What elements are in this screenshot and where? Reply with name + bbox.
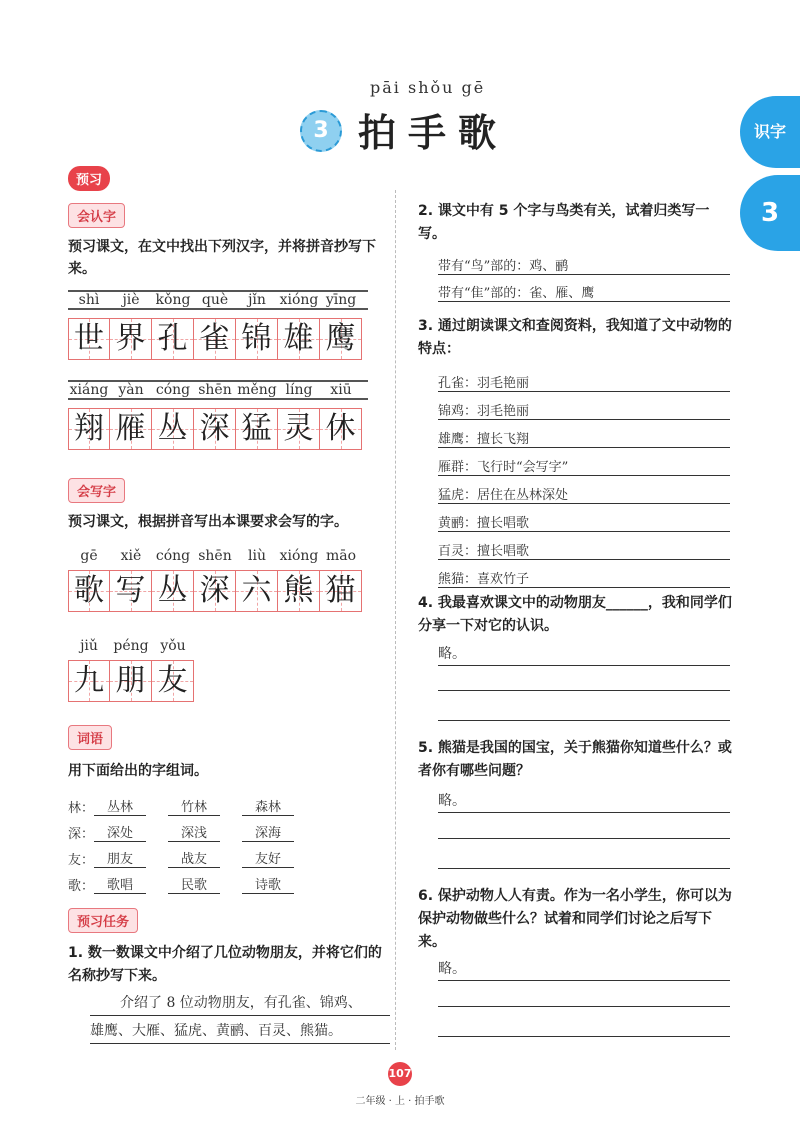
read-row2 xyxy=(68,380,368,450)
write-row2 xyxy=(68,638,268,702)
q3-trait: 擅长唱歌 xyxy=(477,544,530,559)
q3-row[interactable] xyxy=(438,448,730,476)
char-grid-cell xyxy=(152,570,194,612)
q2-row[interactable] xyxy=(438,275,730,302)
pinyin-syllable: shēn xyxy=(198,382,232,398)
char-grid-cell xyxy=(194,318,236,360)
read-row1 xyxy=(68,290,368,360)
q3-trait: 擅长飞翔 xyxy=(477,432,530,447)
read-instruction: 预习课文，在文中找出下列汉字，并将拼音抄写下来。 xyxy=(68,239,376,277)
title-text: 拍手歌 xyxy=(358,110,509,155)
pinyin-syllable: líng xyxy=(285,382,313,398)
char-grid-cell xyxy=(110,660,152,702)
lesson-number-badge: 3 xyxy=(300,110,342,152)
hanzi-char: 翔 xyxy=(74,411,104,446)
write-chars-badge: 会写字 xyxy=(68,478,125,503)
q3-animal: 锦鸡： xyxy=(438,404,478,419)
hanzi-char: 灵 xyxy=(283,411,314,446)
hanzi-char: 休 xyxy=(325,411,356,446)
q3-trait: 居住在丛林深处 xyxy=(477,488,569,503)
char-grid-cell xyxy=(236,318,278,360)
char-grid-cell xyxy=(152,318,194,360)
word-char-label: 深： xyxy=(68,827,95,842)
q2-label: 带有“鸟”部的： xyxy=(438,259,530,274)
pinyin-syllable: shì xyxy=(78,292,100,308)
title-pinyin: pāi shǒu gē xyxy=(370,78,486,97)
word-answer[interactable]: 深海 xyxy=(242,822,294,842)
pinyin-line xyxy=(68,308,368,310)
q3-trait: 羽毛艳丽 xyxy=(477,404,530,419)
hanzi-char: 深 xyxy=(199,573,230,608)
char-grid-cell xyxy=(152,408,194,450)
word-row xyxy=(68,842,368,868)
page-number: 107 xyxy=(388,1062,412,1086)
hanzi-char: 丛 xyxy=(157,573,188,608)
tasks-badge: 预习任务 xyxy=(68,908,138,933)
hanzi-char: 九 xyxy=(74,663,104,698)
hanzi-char: 鹰 xyxy=(325,321,356,356)
char-grid-cell xyxy=(320,570,362,612)
pinyin-syllable: kǒng xyxy=(155,292,191,308)
pinyin-row xyxy=(68,548,368,564)
word-char-label: 友： xyxy=(68,853,95,868)
pinyin-line xyxy=(68,398,368,400)
char-grid-cell xyxy=(320,318,362,360)
pinyin-syllable: yīng xyxy=(325,292,357,308)
char-grid-cell xyxy=(236,570,278,612)
pinyin-syllable: xióng xyxy=(279,292,319,308)
task-q1: 1. 数一数课文中介绍了几位动物朋友，并将它们的名称抄写下来。 xyxy=(68,945,382,984)
pinyin-syllable: cóng xyxy=(155,382,191,398)
word-char-label: 歌： xyxy=(68,879,95,894)
q5-answer-line[interactable]: 略。 xyxy=(438,790,730,813)
pinyin-syllable: gē xyxy=(80,548,98,564)
pinyin-syllable: cóng xyxy=(155,548,191,564)
task-q5: 5. 熊猫是我国的国宝，关于熊猫你知道些什么？或者你有哪些问题？ xyxy=(418,740,732,779)
task-q2: 2. 课文中有 5 个字与鸟类有关，试着归类写一写。 xyxy=(418,203,710,242)
q1-answer-line2[interactable]: 雄鹰、大雁、猛虎、黄鹂、百灵、熊猫。 xyxy=(90,1020,390,1044)
write-row1 xyxy=(68,548,368,612)
q6-answer-line[interactable]: 略。 xyxy=(438,958,730,981)
word-row xyxy=(68,816,368,842)
word-answer[interactable]: 深浅 xyxy=(168,822,220,842)
pinyin-syllable: xiě xyxy=(120,548,142,564)
pinyin-row xyxy=(68,382,368,398)
q3-row[interactable] xyxy=(438,364,730,392)
q3-row[interactable] xyxy=(438,476,730,504)
q3-animal: 黄鹂： xyxy=(438,516,478,531)
char-grid-cell xyxy=(68,318,110,360)
pinyin-row xyxy=(68,292,368,308)
char-grid-cell xyxy=(278,318,320,360)
hanzi-char: 雀 xyxy=(199,321,230,356)
word-row xyxy=(68,790,368,816)
word-answer[interactable]: 战友 xyxy=(168,848,220,868)
category-tab[interactable]: 识字 xyxy=(740,96,800,168)
char-grid-cell xyxy=(236,408,278,450)
task-q6: 6. 保护动物人人有责。作为一名小学生，你可以为保护动物做些什么？试着和同学们讨论之后写下来。 xyxy=(418,888,732,950)
hanzi-char: 深 xyxy=(199,411,230,446)
q5-blank-line[interactable] xyxy=(438,868,730,869)
word-answer[interactable]: 深处 xyxy=(94,822,146,842)
word-char-label: 林： xyxy=(68,801,95,816)
lesson-tab[interactable]: 3 xyxy=(740,175,800,251)
q3-animal: 雄鹰： xyxy=(438,432,478,447)
pinyin-syllable: yǒu xyxy=(160,638,186,654)
hanzi-char: 雄 xyxy=(283,321,314,356)
preview-badge: 预习 xyxy=(68,166,110,191)
q3-animal: 雁群： xyxy=(438,460,478,475)
pinyin-row xyxy=(68,638,268,654)
char-grid-cell xyxy=(194,408,236,450)
char-grid-cell xyxy=(278,408,320,450)
pinyin-syllable: què xyxy=(201,292,229,308)
q6-blank-line[interactable] xyxy=(438,1006,730,1007)
pinyin-syllable: xiū xyxy=(330,382,352,398)
char-grid-cell xyxy=(320,408,362,450)
hanzi-char: 歌 xyxy=(74,573,104,608)
footer-caption: 二年级 · 上 · 拍手歌 xyxy=(355,1096,445,1107)
task-q3: 3. 通过朗读课文和查阅资料，我知道了文中动物的特点： xyxy=(418,318,732,357)
char-row xyxy=(68,570,368,612)
hanzi-char: 朋 xyxy=(115,663,146,698)
word-answer[interactable]: 诗歌 xyxy=(242,874,294,894)
pinyin-syllable: jiè xyxy=(122,292,140,308)
write-instruction: 预习课文，根据拼音写出本课要求会写的字。 xyxy=(68,514,348,530)
q2-answer: 雀、雁、鹰 xyxy=(529,286,595,301)
q3-row[interactable] xyxy=(438,532,730,560)
word-answer[interactable]: 丛林 xyxy=(94,796,146,816)
hanzi-char: 友 xyxy=(157,663,188,698)
hanzi-char: 锦 xyxy=(241,321,272,356)
words-instruction: 用下面给出的字组词。 xyxy=(68,763,208,779)
q2-row[interactable] xyxy=(438,248,730,275)
q2-label: 带有“隹”部的： xyxy=(438,286,530,301)
hanzi-char: 猛 xyxy=(241,411,272,446)
q4-blank-line[interactable] xyxy=(438,690,730,691)
task-q4: 4. 我最喜欢课文中的动物朋友______，我和同学们分享一下对它的认识。 xyxy=(418,595,732,634)
pinyin-syllable: měng xyxy=(237,382,277,398)
q3-animal: 熊猫： xyxy=(438,572,478,587)
pinyin-syllable: shēn xyxy=(198,548,232,564)
q3-trait: 喜欢竹子 xyxy=(477,572,530,587)
q3-row[interactable] xyxy=(438,560,730,588)
char-row xyxy=(68,408,368,450)
q3-trait: 羽毛艳丽 xyxy=(477,376,530,391)
pinyin-syllable: xióng xyxy=(279,548,319,564)
q3-trait: 擅长唱歌 xyxy=(477,516,530,531)
char-grid-cell xyxy=(68,660,110,702)
word-answer[interactable]: 友好 xyxy=(242,848,294,868)
pinyin-syllable: péng xyxy=(113,638,149,654)
q4-answer-line[interactable]: 略。 xyxy=(438,643,730,666)
char-grid-cell xyxy=(194,570,236,612)
pinyin-syllable: jiǔ xyxy=(80,638,98,654)
read-chars-badge: 会认字 xyxy=(68,203,125,228)
char-grid-cell xyxy=(110,570,152,612)
q3-answer-rows xyxy=(438,364,730,588)
pinyin-syllable: yàn xyxy=(118,382,144,398)
pinyin-syllable: māo xyxy=(325,548,357,564)
hanzi-char: 雁 xyxy=(115,411,146,446)
q6-blank-line[interactable] xyxy=(438,1036,730,1037)
q3-trait: 飞行时“会写字” xyxy=(477,460,569,475)
q4-blank-line[interactable] xyxy=(438,720,730,721)
hanzi-char: 六 xyxy=(241,573,272,608)
words-grid xyxy=(68,790,368,894)
char-row xyxy=(68,318,368,360)
word-answer[interactable]: 民歌 xyxy=(168,874,220,894)
pinyin-syllable: jǐn xyxy=(248,292,266,308)
char-grid-cell xyxy=(68,570,110,612)
q5-blank-line[interactable] xyxy=(438,838,730,839)
q3-row[interactable] xyxy=(438,420,730,448)
q2-answer: 鸡、鹂 xyxy=(529,259,569,274)
char-row xyxy=(68,660,268,702)
column-divider xyxy=(395,190,396,1050)
q3-row[interactable] xyxy=(438,504,730,532)
q2-answer-rows xyxy=(438,248,730,302)
char-grid-cell xyxy=(152,660,194,702)
hanzi-char: 猫 xyxy=(325,573,356,608)
pinyin-syllable: xiáng xyxy=(69,382,109,398)
char-grid-cell xyxy=(110,318,152,360)
words-badge: 词语 xyxy=(68,725,112,750)
char-grid-cell xyxy=(68,408,110,450)
hanzi-char: 写 xyxy=(115,573,146,608)
word-answer[interactable]: 歌唱 xyxy=(94,874,146,894)
word-answer[interactable]: 朋友 xyxy=(94,848,146,868)
q3-animal: 猛虎： xyxy=(438,488,478,503)
hanzi-char: 丛 xyxy=(157,411,188,446)
q3-row[interactable] xyxy=(438,392,730,420)
word-row xyxy=(68,868,368,894)
pinyin-syllable: liù xyxy=(248,548,266,564)
hanzi-char: 孔 xyxy=(157,321,188,356)
q3-animal: 孔雀： xyxy=(438,376,478,391)
word-answer[interactable]: 竹林 xyxy=(168,796,220,816)
q1-answer-line1[interactable]: 介绍了 8 位动物朋友，有孔雀、锦鸡、 xyxy=(90,992,390,1016)
word-answer[interactable]: 森林 xyxy=(242,796,294,816)
hanzi-char: 熊 xyxy=(283,573,314,608)
char-grid-cell xyxy=(278,570,320,612)
lesson-title xyxy=(300,78,560,168)
q3-animal: 百灵： xyxy=(438,544,478,559)
char-grid-cell xyxy=(110,408,152,450)
hanzi-char: 界 xyxy=(115,321,146,356)
hanzi-char: 世 xyxy=(74,321,104,356)
